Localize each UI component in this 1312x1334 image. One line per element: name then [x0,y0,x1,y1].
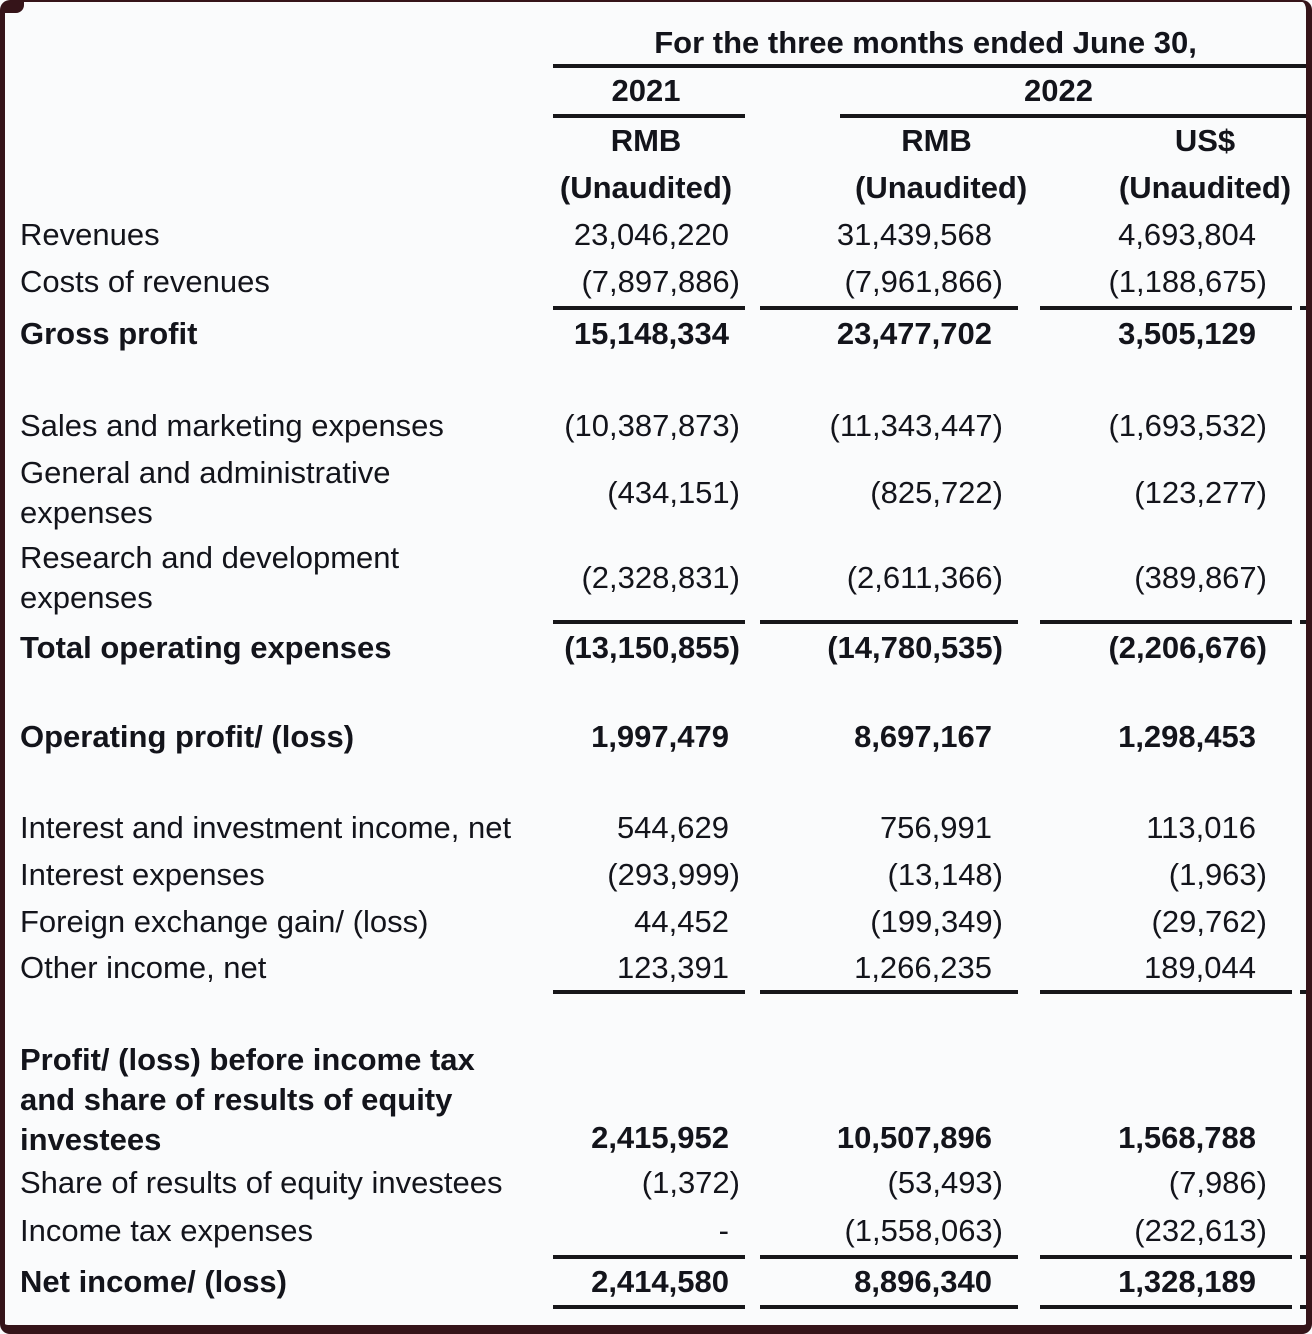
value-2022-usd: (7,986) [1168,1165,1267,1201]
value-2021-rmb: (10,387,873) [564,407,740,443]
currency-2022-rmb: RMB [901,123,972,159]
row-label: Interest and investment income, net [20,810,512,846]
value-2022-rmb: 10,507,896 [836,1119,992,1155]
value-2022-usd: (2,206,676) [1108,629,1267,665]
value-2021-rmb: (293,999) [607,857,740,893]
value-2022-rmb: (14,780,535) [827,629,1003,665]
currency-header-row [0,118,1312,165]
value-2022-usd: (389,867) [1134,559,1267,595]
value-2021-rmb: (434,151) [607,474,740,510]
audit-note-2022-usd: (Unaudited) [1118,170,1292,206]
value-2021-rmb: - [718,1212,729,1248]
row-net-income [0,1259,1312,1305]
value-2021-rmb: (2,328,831) [581,559,740,595]
value-2022-rmb: 1,266,235 [854,949,992,985]
row-label: Research and development expenses [20,540,400,615]
value-2022-usd: 1,568,788 [1118,1119,1256,1155]
year-2022: 2022 [1024,72,1093,108]
value-2021-rmb: 544,629 [616,810,729,846]
row-gross-profit [0,310,1312,358]
year-row [0,68,1312,114]
spacer-row [0,358,1312,402]
value-2021-rmb: (1,372) [641,1165,740,1201]
audit-note-2022-rmb: (Unaudited) [855,170,1028,206]
value-2022-usd: (1,188,675) [1108,264,1267,300]
row-costs-of-revenues [0,259,1312,306]
row-label: Costs of revenues [20,264,270,300]
empty-cell [0,165,535,212]
value-2022-usd: (123,277) [1134,474,1267,510]
rule-after-net-income [0,1305,1312,1309]
value-2022-rmb: (825,722) [870,474,1003,510]
value-2021-rmb: (13,150,855) [564,629,740,665]
row-label: Profit/ (loss) before income tax and share of results of equity investees [20,1042,475,1157]
row-label: Total operating expenses [20,629,392,665]
row-label: Share of results of equity investees [20,1165,503,1201]
value-2021-rmb: 123,391 [616,949,729,985]
rule-line [553,1305,745,1309]
row-label: Interest expenses [20,857,265,893]
row-label: Foreign exchange gain/ (loss) [20,904,429,940]
value-2022-rmb: (2,611,366) [846,559,1003,595]
currency-2022-usd: US$ [1174,123,1236,159]
value-2022-rmb: 8,697,167 [854,719,992,755]
row-income-tax-expenses [0,1207,1312,1255]
value-2021-rmb: 1,997,479 [591,719,729,755]
value-2022-rmb: (1,558,063) [844,1212,1003,1248]
rule-line [760,1305,1018,1309]
rule-line-cutoff [1300,1305,1312,1309]
value-2022-usd: 189,044 [1143,949,1256,985]
value-2022-usd: 113,016 [1146,810,1256,846]
value-2022-rmb: 756,991 [879,810,992,846]
value-2022-usd: 3,505,129 [1118,315,1256,351]
income-statement-table [0,22,1312,1309]
value-2021-rmb: 23,046,220 [573,217,729,253]
value-2021-rmb: 15,148,334 [573,315,729,351]
row-label: Operating profit/ (loss) [20,719,355,755]
value-2022-usd: 4,693,804 [1118,217,1256,253]
period-header: For the three months ended June 30, [654,24,1197,60]
rule-line [1040,1305,1292,1309]
value-2021-rmb: 2,415,952 [591,1119,729,1155]
row-label: General and administrative expenses [20,455,391,530]
currency-2021-rmb: RMB [610,123,682,159]
value-2022-usd: 1,328,189 [1118,1263,1256,1299]
value-2021-rmb: 2,414,580 [591,1263,729,1299]
value-2022-rmb: 8,896,340 [854,1263,992,1299]
spacer-row [0,761,1312,805]
spacer-row [0,672,1312,714]
audit-note-2021-rmb: (Unaudited) [559,170,733,206]
row-interest-investment-income [0,805,1312,852]
value-2022-usd: 1,298,453 [1118,719,1256,755]
value-2021-rmb: (7,897,886) [581,264,740,300]
row-general-admin-expenses [0,450,1312,536]
row-label: Sales and marketing expenses [20,407,444,443]
value-2022-rmb: (199,349) [870,904,1003,940]
row-share-equity-investees [0,1160,1312,1207]
value-2022-usd: (232,613) [1134,1212,1267,1248]
value-2022-usd: (1,963) [1168,857,1267,893]
row-label: Revenues [20,217,160,253]
row-label: Gross profit [20,315,198,351]
empty-cell [0,22,535,64]
row-interest-expenses [0,852,1312,899]
value-2021-rmb: 44,452 [634,904,729,940]
row-total-operating-expenses [0,624,1312,672]
value-2022-rmb: (11,343,447) [829,407,1003,443]
row-other-income [0,946,1312,990]
row-profit-before-tax [0,1040,1312,1160]
value-2022-rmb: (13,148) [887,857,1003,893]
row-revenues [0,212,1312,259]
empty-cell [0,68,535,114]
value-2022-rmb: 23,477,702 [836,315,992,351]
value-2022-rmb: 31,439,568 [836,217,992,253]
audit-note-row [0,165,1312,212]
year-2021: 2021 [611,72,681,108]
row-sales-marketing-expenses [0,402,1312,450]
row-operating-profit [0,714,1312,761]
spacer-row [0,994,1312,1040]
empty-cell [0,118,535,165]
row-label: Other income, net [20,949,267,985]
value-2022-rmb: (53,493) [887,1165,1003,1201]
row-label: Income tax expenses [20,1212,313,1248]
value-2022-rmb: (7,961,866) [844,264,1003,300]
row-label: Net income/ (loss) [20,1263,287,1299]
row-foreign-exchange [0,899,1312,946]
period-header-row [0,22,1312,64]
photo-edge-notch [4,2,24,13]
row-research-development-expenses [0,536,1312,620]
value-2022-usd: (29,762) [1151,904,1267,940]
value-2022-usd: (1,693,532) [1108,407,1267,443]
